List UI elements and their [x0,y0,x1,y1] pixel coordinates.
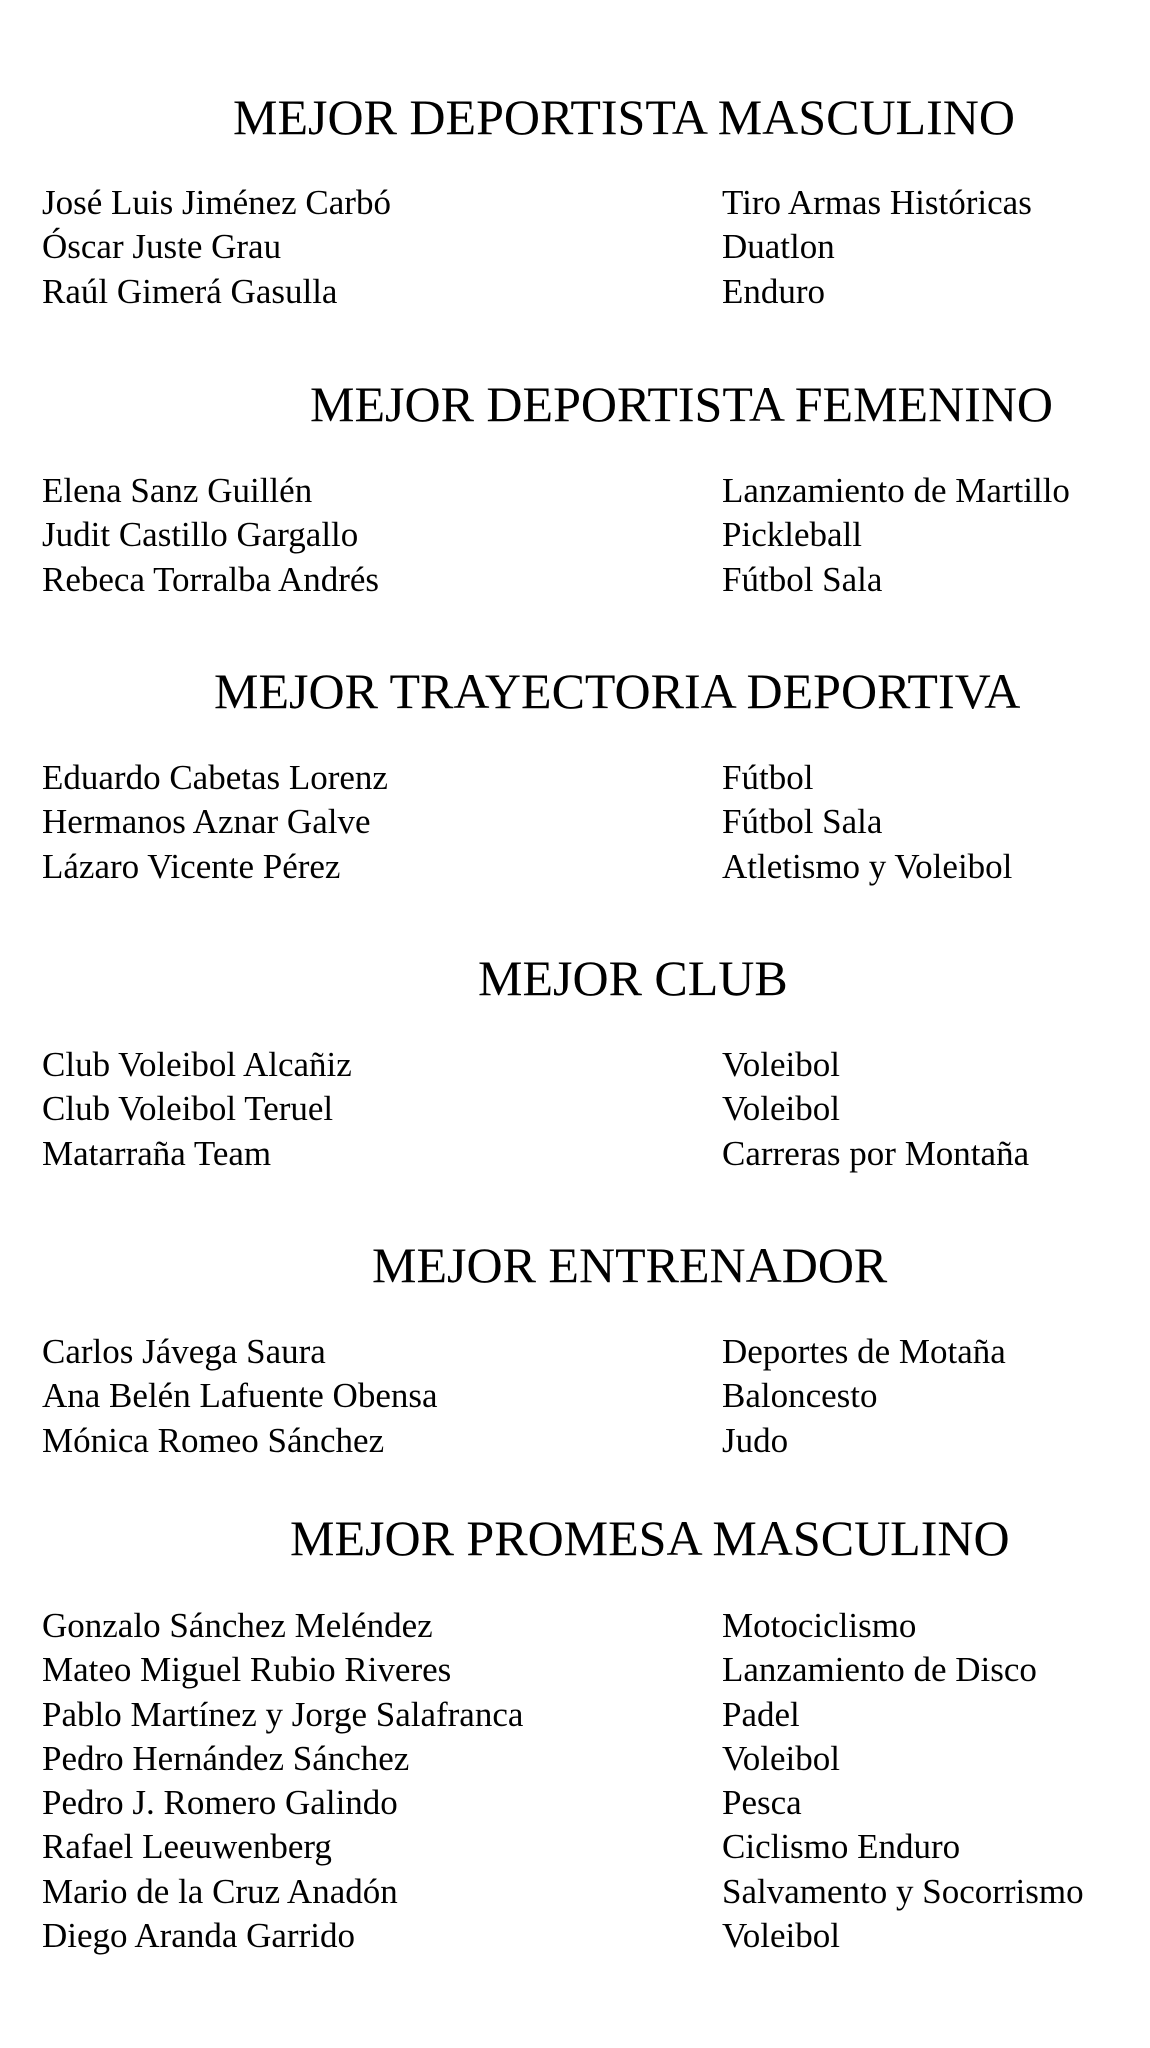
list-item [0,800,1150,844]
entry-list [0,469,1150,602]
sport-name: Carreras por Montaña [722,1133,1030,1173]
entry-list [0,1043,1150,1176]
sport-name: Padel [722,1694,800,1734]
section-heading: MEJOR TRAYECTORIA DEPORTIVA [214,663,1021,719]
sport-name: Fútbol Sala [722,802,883,842]
sport-name: Pesca [722,1783,802,1823]
list-item [0,1870,1150,1914]
athlete-name: Mateo Miguel Rubio Riveres [42,1650,452,1690]
athlete-name: Rafael Leeuwenberg [42,1827,332,1867]
sport-name: Duatlon [722,227,835,267]
athlete-name: Hermanos Aznar Galve [42,802,371,842]
athlete-name: Club Voleibol Teruel [42,1089,334,1129]
athlete-name: Rebeca Torralba Andrés [42,559,380,599]
list-item [0,1087,1150,1131]
athlete-name: Mario de la Cruz Anadón [42,1871,398,1911]
athlete-name: Eduardo Cabetas Lorenz [42,758,388,797]
list-item [0,270,1150,314]
sport-name: Fútbol Sala [722,559,883,599]
list-item [0,756,1150,800]
sport-name: Baloncesto [722,1376,878,1416]
sport-name: Atletismo y Voleibol [722,846,1013,886]
list-item [0,1825,1150,1869]
athlete-name: Pedro J. Romero Galindo [42,1783,398,1823]
entry-list [0,1604,1150,1958]
list-item [0,1374,1150,1418]
athlete-name: Matarraña Team [42,1133,272,1173]
sport-name: Judo [722,1420,789,1460]
sport-name: Pickleball [722,515,862,555]
athlete-name: Raúl Gimerá Gasulla [42,271,338,311]
sport-name: Deportes de Motaña [722,1332,1006,1371]
section-heading: MEJOR DEPORTISTA FEMENINO [310,376,1054,432]
list-item [0,1330,1150,1374]
list-item [0,1043,1150,1087]
athlete-name: Mónica Romeo Sánchez [42,1420,385,1460]
athlete-name: Club Voleibol Alcañiz [42,1045,352,1084]
list-item [0,1604,1150,1648]
section-heading: MEJOR PROMESA MASCULINO [290,1510,1010,1566]
list-item [0,845,1150,889]
sport-name: Voleibol [722,1916,840,1956]
sport-name: Enduro [722,271,826,311]
sport-name: Voleibol [722,1738,840,1778]
athlete-name: Óscar Juste Grau [42,227,282,267]
athlete-name: Ana Belén Lafuente Obensa [42,1376,438,1416]
sport-name: Motociclismo [722,1606,917,1645]
athlete-name: Lázaro Vicente Pérez [42,846,341,886]
section-heading: MEJOR ENTRENADOR [372,1237,888,1293]
athlete-name: Pedro Hernández Sánchez [42,1738,410,1778]
list-item [0,1132,1150,1176]
athlete-name: Carlos Jávega Saura [42,1332,326,1371]
sport-name: Tiro Armas Históricas [722,183,1032,222]
sport-name: Voleibol [722,1045,840,1084]
list-item [0,225,1150,269]
athlete-name: Elena Sanz Guillén [42,471,313,510]
list-item [0,469,1150,513]
list-item [0,1419,1150,1463]
section-heading: MEJOR DEPORTISTA MASCULINO [233,89,1015,145]
athlete-name: Diego Aranda Garrido [42,1916,355,1956]
sport-name: Ciclismo Enduro [722,1827,961,1867]
entry-list [0,756,1150,889]
list-item [0,1693,1150,1737]
sport-name: Salvamento y Socorrismo [722,1871,1084,1911]
athlete-name: Judit Castillo Gargallo [42,515,359,555]
list-item [0,1914,1150,1958]
sport-name: Lanzamiento de Disco [722,1650,1037,1690]
list-item [0,513,1150,557]
entry-list [0,181,1150,314]
athlete-name: José Luis Jiménez Carbó [42,183,391,222]
sport-name: Lanzamiento de Martillo [722,471,1070,510]
entry-list [0,1330,1150,1463]
section-heading: MEJOR CLUB [478,950,788,1006]
sport-name: Fútbol [722,758,814,797]
list-item [0,558,1150,602]
list-item [0,1781,1150,1825]
athlete-name: Gonzalo Sánchez Meléndez [42,1606,433,1645]
list-item [0,1737,1150,1781]
athlete-name: Pablo Martínez y Jorge Salafranca [42,1694,524,1734]
list-item [0,181,1150,225]
sport-name: Voleibol [722,1089,840,1129]
list-item [0,1648,1150,1692]
